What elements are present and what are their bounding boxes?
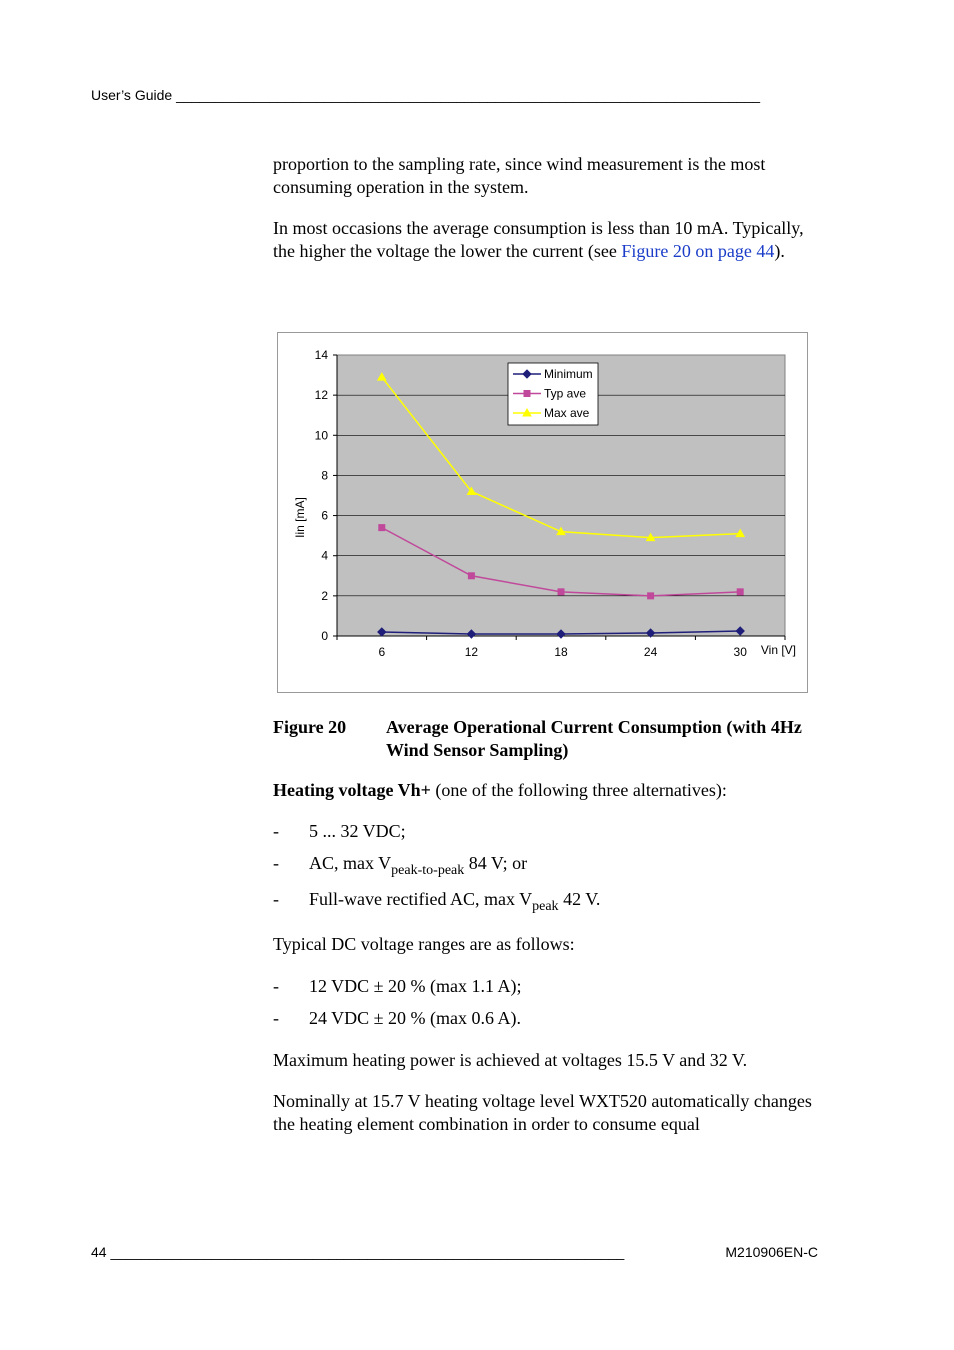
y-tick-label: 0 <box>321 629 328 643</box>
typical-dc-paragraph: Typical DC voltage ranges are as follows: <box>273 934 575 954</box>
figure-number: Figure 20 <box>273 717 347 737</box>
list-item-text <box>309 888 601 914</box>
paragraph-consumption-end: ). <box>774 241 785 261</box>
list-dash: - <box>273 853 279 873</box>
figure-chart-frame <box>277 332 808 693</box>
document-code: M210906EN-C <box>725 1244 818 1260</box>
page-header: User’s Guide ___________________________________________________________________________ <box>91 87 761 103</box>
data-point-typ-ave <box>468 573 474 579</box>
paragraph-consumption-text: In most occasions the average consumption is less than 10 mA. Typically, the higher the voltage the lower the current (see <box>273 218 804 261</box>
max-power-paragraph: Maximum heating power is achieved at voltages 15.5 V and 32 V. <box>273 1050 748 1070</box>
x-tick-label: 6 <box>378 645 386 659</box>
x-tick-label: 30 <box>733 645 747 659</box>
data-point-typ-ave <box>379 525 385 531</box>
list-item-text-end: 84 V; or <box>464 853 528 873</box>
y-tick-label: 12 <box>314 388 328 403</box>
y-tick-label: 10 <box>314 428 328 443</box>
data-point-typ-ave <box>558 589 564 595</box>
x-axis-label: Vin [V] <box>760 643 796 657</box>
list-item-text: 12 VDC ± 20 % (max 1.1 A); <box>309 976 522 996</box>
list-dash: - <box>273 976 279 996</box>
legend-marker-typ-ave <box>524 391 530 397</box>
x-tick-label: 24 <box>643 645 658 659</box>
list-item-text: 5 ... 32 VDC; <box>309 821 406 841</box>
heating-voltage-label: Heating voltage Vh+ <box>273 780 431 800</box>
heating-voltage-text: (one of the following three alternatives): <box>430 780 727 800</box>
list-dash: - <box>273 821 279 841</box>
y-tick-label: 2 <box>321 588 328 603</box>
paragraph-consumption <box>273 217 823 263</box>
figure-title: Average Operational Current Consumption (with 4Hz Wind Sensor Sampling) <box>386 717 802 760</box>
list-dash: - <box>273 889 279 909</box>
figure-link[interactable]: Figure 20 on page 44 <box>621 241 775 261</box>
page-number: 44 __________________________________________________________________ <box>91 1244 625 1260</box>
y-tick-label: 8 <box>321 468 328 483</box>
paragraph-sampling: proportion to the sampling rate, since wind measurement is the most consuming operation in the system. <box>273 154 766 197</box>
list-item-text-end: 42 V. <box>558 889 601 909</box>
list-item-text-main: Full-wave rectified AC, max V <box>309 889 533 909</box>
page-footer <box>91 1244 818 1260</box>
subscript: peak <box>532 899 559 914</box>
legend-entry: Max ave <box>544 406 590 420</box>
y-tick-label: 14 <box>314 348 328 362</box>
subscript: peak-to-peak <box>391 863 465 878</box>
list-item-text: 24 VDC ± 20 % (max 0.6 A). <box>309 1008 522 1028</box>
y-tick-label: 6 <box>321 508 328 523</box>
data-point-typ-ave <box>737 589 743 595</box>
legend-entry: Minimum <box>544 367 593 381</box>
y-tick-label: 4 <box>321 548 328 563</box>
data-point-typ-ave <box>648 593 654 599</box>
x-tick-label: 12 <box>464 645 479 659</box>
x-tick-label: 18 <box>554 645 568 659</box>
list-item-text <box>309 852 528 878</box>
list-item-text-main: AC, max V <box>309 853 392 873</box>
nominal-paragraph: Nominally at 15.7 V heating voltage level WXT520 automatically changes the heating element combination in order to consume equal <box>273 1091 812 1134</box>
legend-entry: Typ ave <box>544 386 587 401</box>
y-axis-label: Iin [mA] <box>293 497 307 538</box>
heating-voltage-paragraph <box>273 779 823 802</box>
current-consumption-chart <box>278 333 807 692</box>
list-dash: - <box>273 1008 279 1028</box>
